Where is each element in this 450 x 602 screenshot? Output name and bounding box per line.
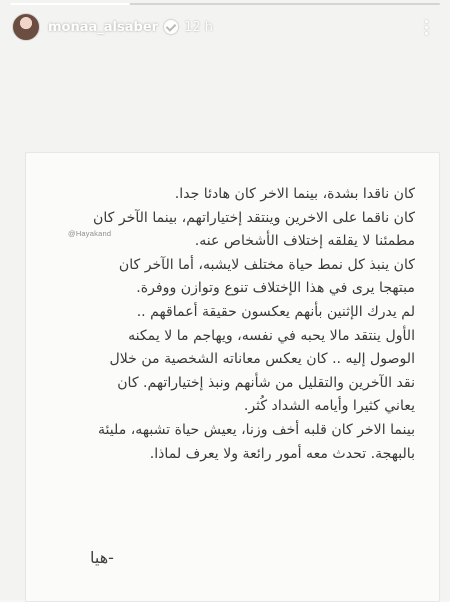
more-dot-icon [425, 20, 428, 23]
note-line: كان ينبذ كل نمط حياة مختلف لايشبه، أما الآخر كان [118, 256, 415, 273]
watermark: @Hayakand [68, 229, 112, 238]
note-line: الوصول إليه .. كان يعكس معاناته الشخصية من خلال [109, 351, 415, 368]
more-dot-icon [425, 26, 428, 29]
note-line: نقد الآخرين والتقليل من شأنهم ونبذ إختياراتهم. كان [117, 374, 415, 391]
note-line: مبتهجا يرى في هذا الإختلاف تنوع وتوازن ووفرة. [136, 280, 415, 297]
note-line: بالبهجة. تحدث معه أمور رائعة ولا يعرف لماذا. [149, 445, 415, 462]
story-progress-fill [10, 3, 130, 5]
note-line: بينما الاخر كان قلبه أخف وزنا، يعيش حياة تشبهه، مليئة [97, 421, 415, 438]
story-meta [48, 20, 213, 35]
verified-icon [164, 20, 178, 34]
note-line: يعاني كثيرا وأيامه الشداد كُثر. [243, 398, 415, 415]
note-line: كان ناقما على الاخرين وينتقد إختياراتهم، بينما الآخر كان [93, 209, 415, 226]
note-card [25, 152, 440, 602]
time-ago: 12 h [184, 19, 213, 35]
story-progress-bar [10, 3, 440, 5]
story-header [12, 12, 438, 42]
more-dot-icon [425, 32, 428, 35]
note-line: مطمئنا لا يقلقه إختلاف الأشخاص عنه. [194, 233, 415, 250]
username[interactable]: monaa_alsaber [48, 19, 159, 35]
note-line: لم يدرك الإثنين بأنهم يعكسون حقيقة أعماقهم .. [136, 303, 415, 320]
avatar[interactable] [12, 13, 40, 41]
note-text [55, 183, 415, 466]
signature: -هيا [90, 548, 114, 567]
note-line: الأول ينتقد مالا يحبه في نفسه، ويهاجم ما لا يمكنه [128, 327, 415, 344]
note-line: كان ناقدا بشدة، بينما الاخر كان هادئا جدا. [174, 186, 415, 202]
more-options-icon[interactable] [414, 15, 438, 39]
